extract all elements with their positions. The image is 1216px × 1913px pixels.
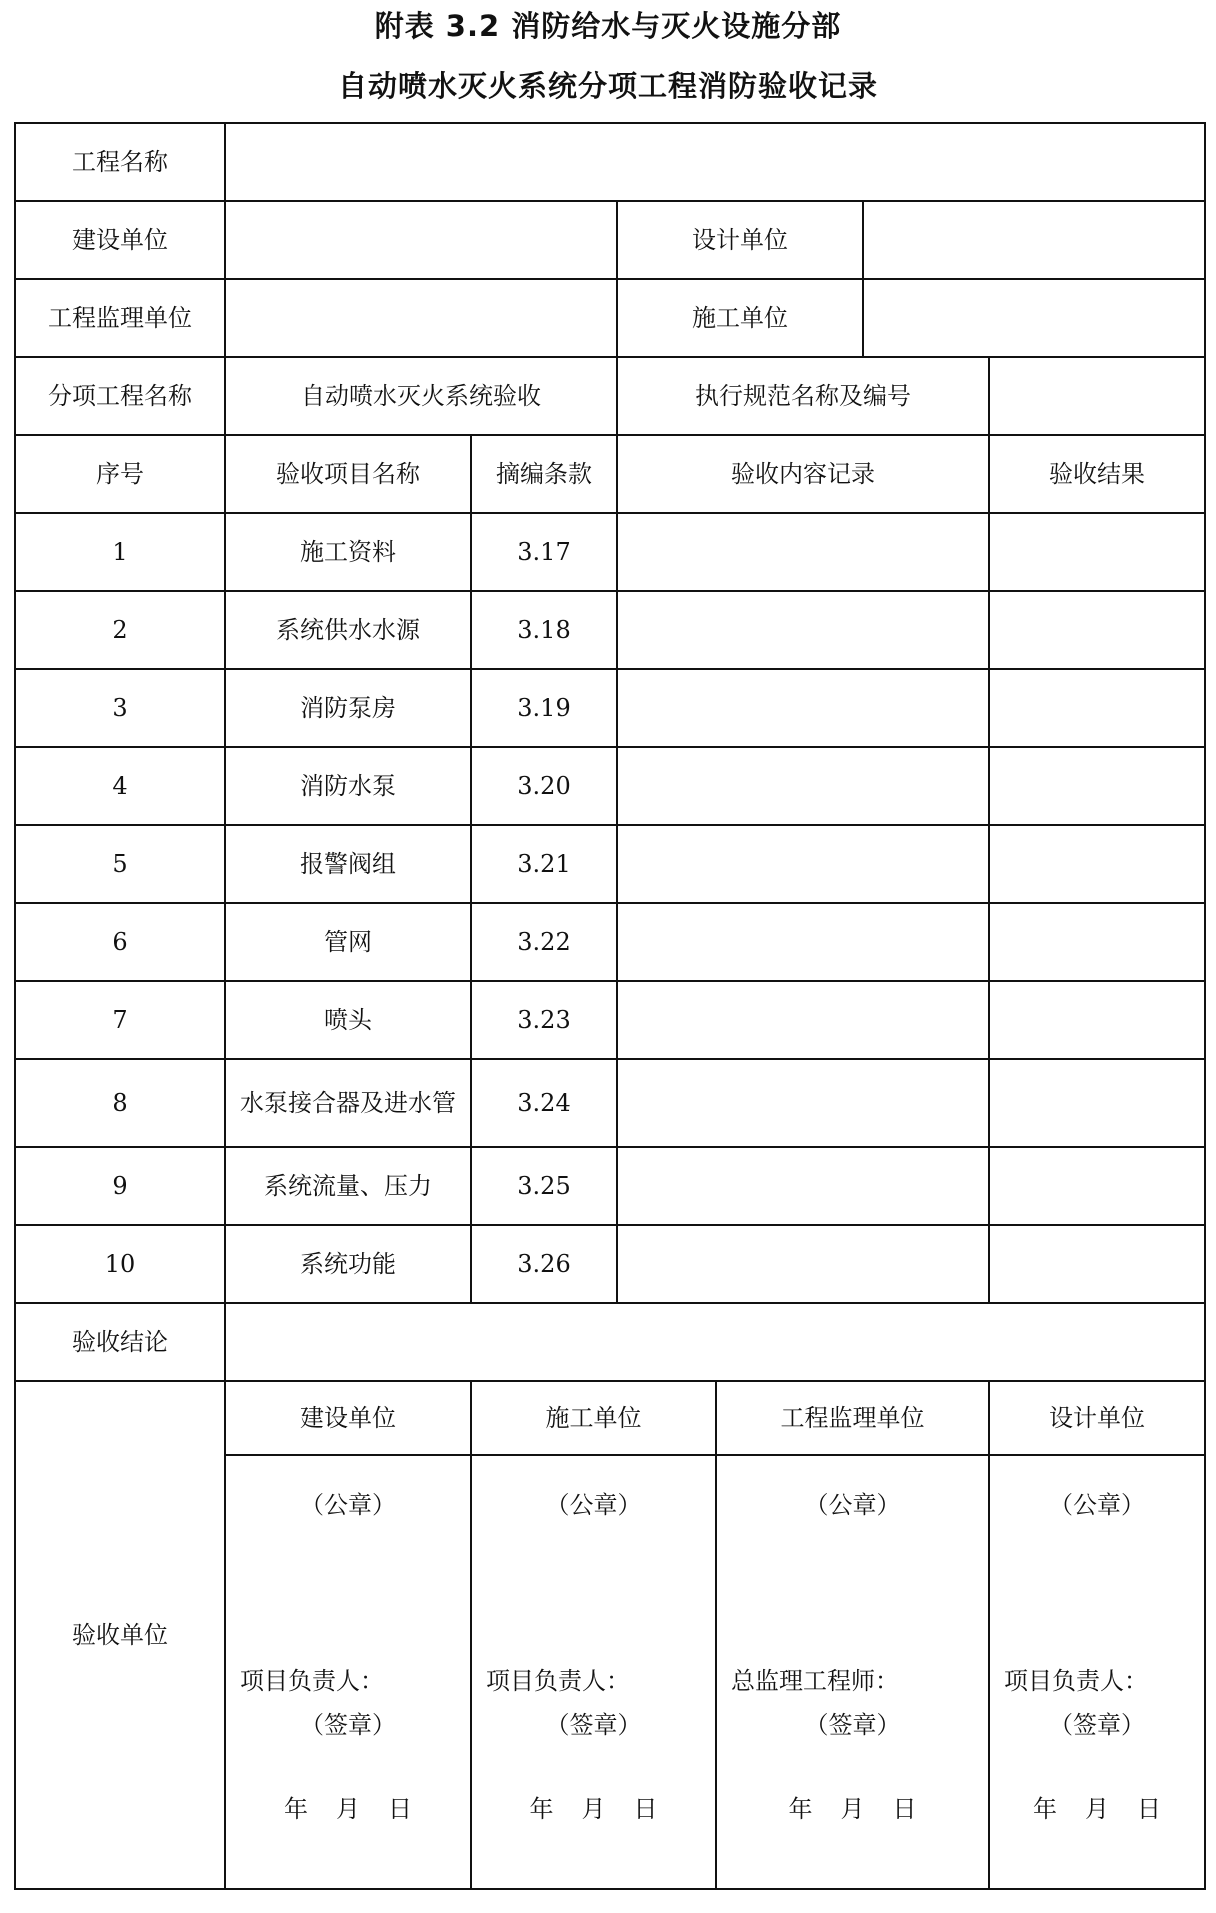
item-record[interactable] — [617, 1225, 989, 1303]
constructor-label: 施工单位 — [617, 279, 863, 357]
item-clause: 3.18 — [471, 591, 617, 669]
constructor-value[interactable] — [863, 279, 1205, 357]
official-seal-text: （公章） — [545, 1491, 642, 1519]
date-line — [990, 1794, 1204, 1824]
item-record[interactable] — [617, 591, 989, 669]
official-seal-text: （公章） — [300, 1491, 396, 1519]
date-month: 月 — [1085, 1795, 1110, 1823]
item-no: 3 — [15, 669, 225, 747]
item-result[interactable] — [989, 903, 1205, 981]
item-clause: 3.21 — [471, 825, 617, 903]
signature-seal-text: （签章） — [300, 1711, 396, 1739]
item-row — [15, 1147, 1205, 1225]
item-clause: 3.24 — [471, 1059, 617, 1147]
project-name-row — [15, 123, 1205, 201]
subproject-value: 自动喷水灭火系统验收 — [225, 357, 617, 435]
col-header-record: 验收内容记录 — [617, 435, 989, 513]
signature-cell-constructor[interactable] — [471, 1455, 716, 1889]
conclusion-label: 验收结论 — [15, 1303, 225, 1381]
builder-value[interactable] — [225, 201, 617, 279]
col-header-clause: 摘编条款 — [471, 435, 617, 513]
item-no: 10 — [15, 1225, 225, 1303]
item-name: 消防泵房 — [225, 669, 471, 747]
date-day: 日 — [892, 1795, 917, 1823]
item-row — [15, 747, 1205, 825]
date-line — [472, 1794, 715, 1824]
builder-designer-row — [15, 201, 1205, 279]
item-name: 喷头 — [225, 981, 471, 1059]
item-record[interactable] — [617, 1059, 989, 1147]
party-name-constructor: 施工单位 — [471, 1381, 716, 1455]
date-day: 日 — [388, 1795, 412, 1823]
item-row — [15, 1225, 1205, 1303]
item-clause: 3.26 — [471, 1225, 617, 1303]
item-no: 8 — [15, 1059, 225, 1147]
project-name-label: 工程名称 — [15, 123, 225, 201]
conclusion-value[interactable] — [225, 1303, 1205, 1381]
date-year: 年 — [788, 1795, 813, 1823]
item-clause: 3.25 — [471, 1147, 617, 1225]
conclusion-row — [15, 1303, 1205, 1381]
item-name: 系统流量、压力 — [225, 1147, 471, 1225]
signature-seal-text: （签章） — [545, 1711, 642, 1739]
item-name: 消防水泵 — [225, 747, 471, 825]
item-no: 7 — [15, 981, 225, 1059]
item-record[interactable] — [617, 1147, 989, 1225]
item-record[interactable] — [617, 825, 989, 903]
col-header-result: 验收结果 — [989, 435, 1205, 513]
acceptance-units-label: 验收单位 — [15, 1381, 225, 1889]
signature-cell-supervisor[interactable] — [716, 1455, 989, 1889]
item-record[interactable] — [617, 513, 989, 591]
standard-label: 执行规范名称及编号 — [617, 357, 989, 435]
date-line — [717, 1794, 988, 1824]
date-month: 月 — [840, 1795, 865, 1823]
col-header-item: 验收项目名称 — [225, 435, 471, 513]
col-header-no: 序号 — [15, 435, 225, 513]
item-clause: 3.20 — [471, 747, 617, 825]
item-result[interactable] — [989, 1059, 1205, 1147]
item-clause: 3.19 — [471, 669, 617, 747]
item-clause: 3.23 — [471, 981, 617, 1059]
item-row — [15, 825, 1205, 903]
item-no: 2 — [15, 591, 225, 669]
party-name-designer: 设计单位 — [989, 1381, 1205, 1455]
item-result[interactable] — [989, 1225, 1205, 1303]
date-year: 年 — [529, 1795, 554, 1823]
item-result[interactable] — [989, 825, 1205, 903]
item-row — [15, 1059, 1205, 1147]
official-seal-text: （公章） — [1049, 1491, 1146, 1519]
item-record[interactable] — [617, 669, 989, 747]
signature-seal-text: （签章） — [804, 1711, 901, 1739]
date-year: 年 — [1033, 1795, 1058, 1823]
responsible-person-label: 项目负责人： — [240, 1667, 384, 1695]
supervisor-label: 工程监理单位 — [15, 279, 225, 357]
item-result[interactable] — [989, 591, 1205, 669]
subproject-row — [15, 357, 1205, 435]
responsible-person-label: 项目负责人： — [486, 1667, 630, 1695]
project-name-value[interactable] — [225, 123, 1205, 201]
item-name: 水泵接合器及进水管 — [225, 1059, 471, 1147]
signature-cell-designer[interactable] — [989, 1455, 1205, 1889]
item-no: 4 — [15, 747, 225, 825]
chief-supervisor-label: 总监理工程师： — [731, 1667, 899, 1695]
item-name: 报警阀组 — [225, 825, 471, 903]
date-day: 日 — [633, 1795, 658, 1823]
item-clause: 3.22 — [471, 903, 617, 981]
item-row — [15, 591, 1205, 669]
signature-cell-builder[interactable] — [225, 1455, 471, 1889]
item-result[interactable] — [989, 513, 1205, 591]
item-row — [15, 903, 1205, 981]
document-title: 附表 3.2 消防给水与灭火设施分部 — [374, 9, 842, 43]
item-clause: 3.17 — [471, 513, 617, 591]
official-seal-text: （公章） — [804, 1491, 901, 1519]
party-name-builder: 建设单位 — [225, 1381, 471, 1455]
item-name: 系统功能 — [225, 1225, 471, 1303]
item-row — [15, 669, 1205, 747]
item-result[interactable] — [989, 747, 1205, 825]
party-name-supervisor: 工程监理单位 — [716, 1381, 989, 1455]
builder-label: 建设单位 — [15, 201, 225, 279]
supervisor-value[interactable] — [225, 279, 617, 357]
column-header-row — [15, 435, 1205, 513]
item-result[interactable] — [989, 981, 1205, 1059]
item-name: 施工资料 — [225, 513, 471, 591]
item-record[interactable] — [617, 981, 989, 1059]
subproject-label: 分项工程名称 — [15, 357, 225, 435]
item-no: 5 — [15, 825, 225, 903]
item-no: 1 — [15, 513, 225, 591]
item-row — [15, 981, 1205, 1059]
date-year: 年 — [284, 1795, 308, 1823]
item-name: 系统供水水源 — [225, 591, 471, 669]
date-line — [226, 1794, 470, 1824]
acceptance-record-table — [14, 122, 1206, 1890]
document-subtitle: 自动喷水灭火系统分项工程消防验收记录 — [337, 69, 878, 103]
date-month: 月 — [336, 1795, 360, 1823]
item-no: 6 — [15, 903, 225, 981]
responsible-person-label: 项目负责人： — [1004, 1667, 1148, 1695]
item-record[interactable] — [617, 747, 989, 825]
designer-value[interactable] — [863, 201, 1205, 279]
item-row — [15, 513, 1205, 591]
item-no: 9 — [15, 1147, 225, 1225]
date-month: 月 — [581, 1795, 606, 1823]
standard-value[interactable] — [989, 357, 1205, 435]
item-result[interactable] — [989, 669, 1205, 747]
item-name: 管网 — [225, 903, 471, 981]
item-record[interactable] — [617, 903, 989, 981]
acceptance-parties-header-row — [15, 1381, 1205, 1455]
item-result[interactable] — [989, 1147, 1205, 1225]
signature-seal-text: （签章） — [1049, 1711, 1146, 1739]
date-day: 日 — [1137, 1795, 1162, 1823]
designer-label: 设计单位 — [617, 201, 863, 279]
supervisor-constructor-row — [15, 279, 1205, 357]
